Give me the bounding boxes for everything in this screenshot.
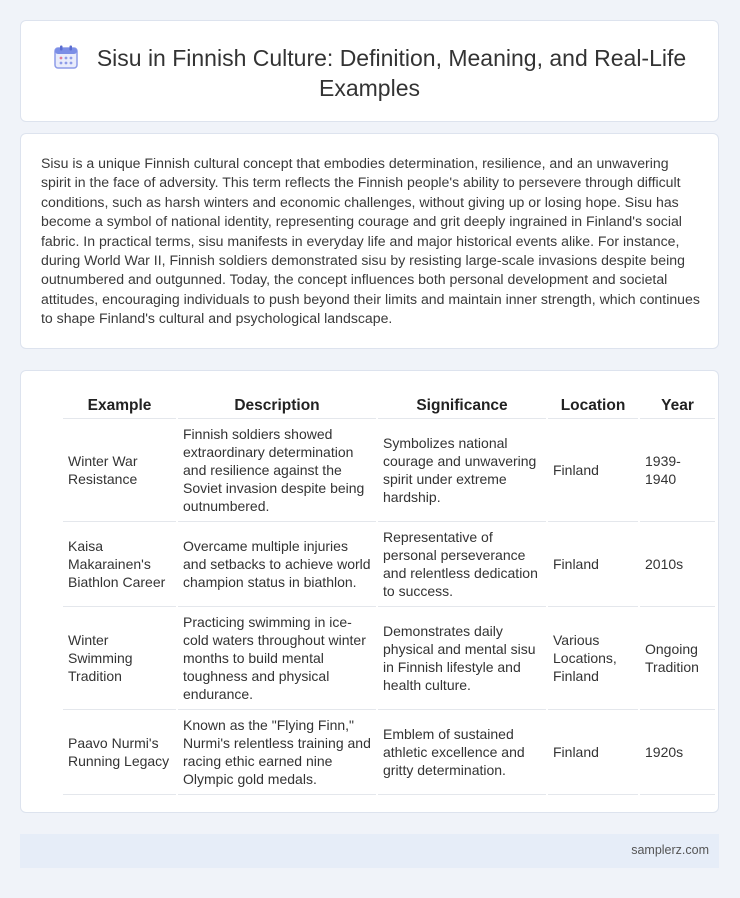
cell-description: Finnish soldiers showed extraordinary determination and resilience against the Soviet invasion despite being outnumbered. bbox=[178, 419, 376, 522]
header-year: Year bbox=[640, 393, 715, 419]
table-row bbox=[63, 419, 715, 522]
table-row bbox=[63, 522, 715, 607]
header-significance: Significance bbox=[378, 393, 546, 419]
cell-significance: Emblem of sustained athletic excellence and gritty determination. bbox=[378, 710, 546, 795]
cell-location: Various Locations, Finland bbox=[548, 607, 638, 710]
cell-significance: Demonstrates daily physical and mental sisu in Finnish lifestyle and health culture. bbox=[378, 607, 546, 710]
cell-description: Practicing swimming in ice-cold waters throughout winter months to build mental toughness and physical endurance. bbox=[178, 607, 376, 710]
cell-year: 1920s bbox=[640, 710, 715, 795]
cell-significance: Symbolizes national courage and unwavering spirit under extreme hardship. bbox=[378, 419, 546, 522]
cell-description: Known as the "Flying Finn," Nurmi's relentless training and racing ethic earned nine Olympic gold medals. bbox=[178, 710, 376, 795]
table-row bbox=[63, 710, 715, 795]
page-title-wrap bbox=[41, 43, 698, 103]
table-header-row bbox=[63, 393, 715, 419]
intro-card bbox=[20, 133, 719, 349]
table-card bbox=[20, 370, 719, 813]
cell-example: Winter Swimming Tradition bbox=[63, 607, 176, 710]
cell-example: Paavo Nurmi's Running Legacy bbox=[63, 710, 176, 795]
cell-year: Ongoing Tradition bbox=[640, 607, 715, 710]
title-card bbox=[20, 20, 719, 122]
cell-location: Finland bbox=[548, 710, 638, 795]
footer-site-link[interactable]: samplerz.com bbox=[631, 843, 709, 857]
header-example: Example bbox=[63, 393, 176, 419]
cell-year: 1939-1940 bbox=[640, 419, 715, 522]
intro-paragraph: Sisu is a unique Finnish cultural concept that embodies determination, resilience, and an unwavering spirit in the face of adversity. This term reflects the Finnish people's ability to persevere through difficult conditions, such as harsh winters and economic challenges, without giving up or losing hope. Sisu has become a symbol of national identity, representing courage and grit deeply ingrained in Finland's social fabric. In practical terms, sisu manifests in everyday life and major historical events alike. For instance, during World War II, Finnish soldiers demonstrated sisu by resisting large-scale invasions despite being outnumbered and outgunned. Today, the concept influences both personal development and societal attitudes, encouraging individuals to push beyond their limits and maintain inner strength, which continues to shape Finland's cultural and psychological landscape. bbox=[41, 155, 700, 327]
page-title: Sisu in Finnish Culture: Definition, Meaning, and Real-Life Examples bbox=[96, 45, 687, 101]
header-description: Description bbox=[178, 393, 376, 419]
cell-significance: Representative of personal perseverance and relentless dedication to success. bbox=[378, 522, 546, 607]
cell-location: Finland bbox=[548, 522, 638, 607]
footer-bar bbox=[20, 834, 719, 868]
cell-year: 2010s bbox=[640, 522, 715, 607]
examples-table bbox=[61, 393, 717, 795]
calendar-icon bbox=[53, 44, 79, 70]
cell-description: Overcame multiple injuries and setbacks to achieve world champion status in biathlon. bbox=[178, 522, 376, 607]
table-row bbox=[63, 607, 715, 710]
cell-example: Kaisa Makarainen's Biathlon Career bbox=[63, 522, 176, 607]
header-location: Location bbox=[548, 393, 638, 419]
cell-location: Finland bbox=[548, 419, 638, 522]
cell-example: Winter War Resistance bbox=[63, 419, 176, 522]
